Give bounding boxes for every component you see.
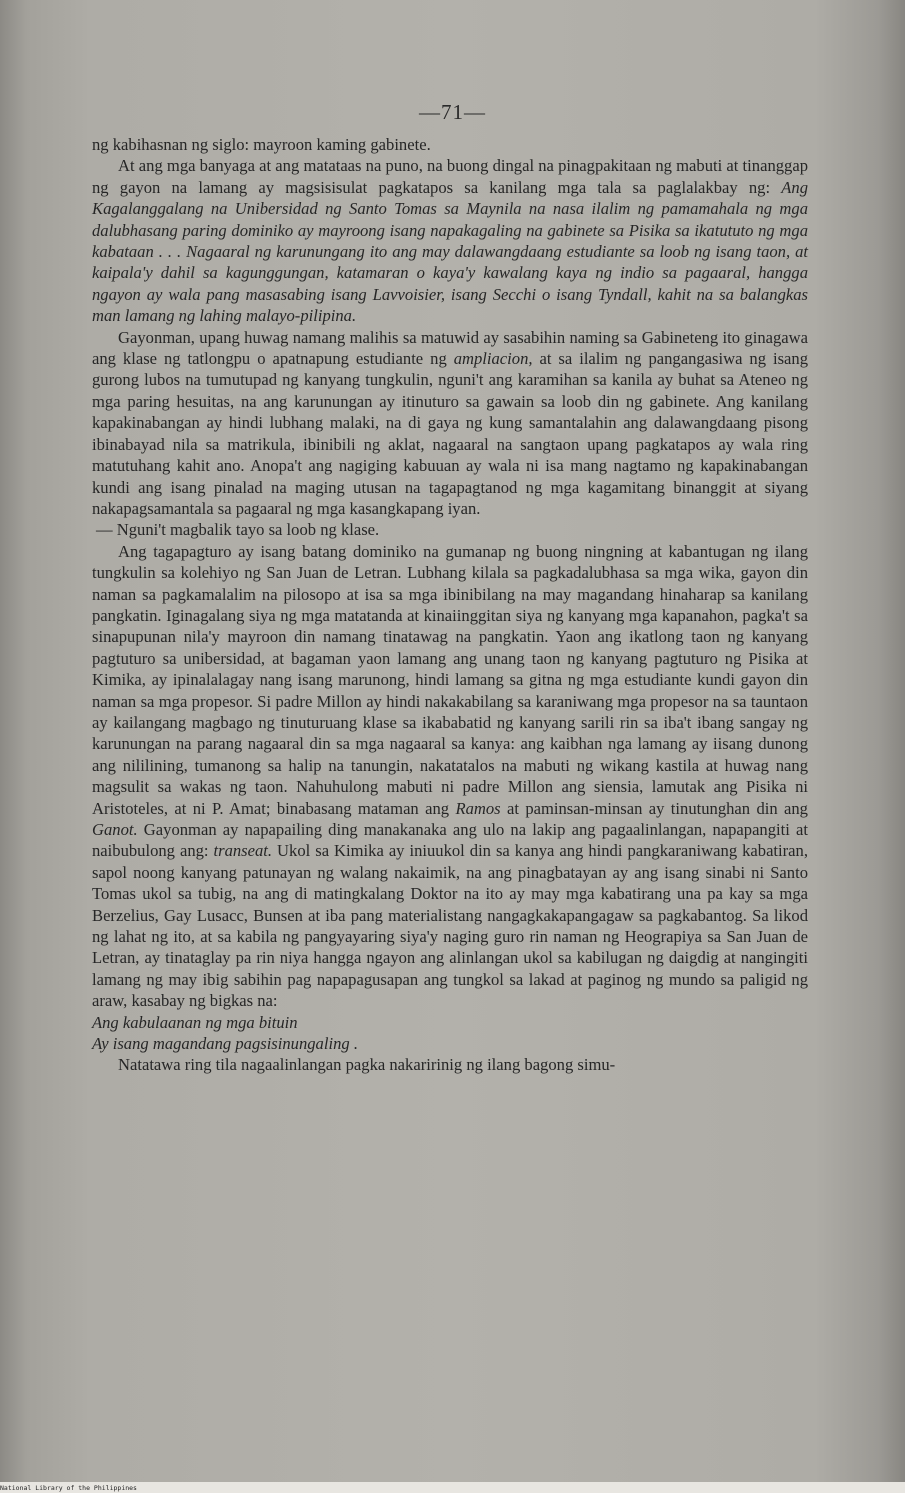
text-run: at sa ilalim ng pangangasiwa ng isang gurong lubos na tumutupad ng kanyang tungkulin, nguni't ang karamihan sa kanila ay buhat sa Ateneo ng mga paring hesuitas, na ang karunungan ay itinuturo sa gawain sa loob din ng gabinete. Ang kanilang kapakinabangan ay hindi lubhang malaki, na di gaya ng kung samantalahin ang dalawangdaang pisong ibinabayad nila sa matrikula, ibinibili ng aklat, nagaaral na sangtaon upang pagkatapos ay wala ring matutuhang kahit ano. Anopa't ang nagiging kabuuan ay wala ni isa mang nagtamo ng kapakinabangan kundi ang isang pinalad na maging utusan na tagapagtanod ng mga kagamitang binanggit at siyang nakapagsamantala sa pagaaral ng mga kasangkapang iyan.	[92, 349, 808, 518]
verse-line-2: Ay isang magandang pagsisinungaling .	[92, 1034, 358, 1054]
italic-text: ampliacion,	[453, 349, 533, 369]
text-run: Ukol sa Kimika ay iniuukol din sa kanya ang hindi pangkaraniwang kabatiran, sapol noong kanyang patunayan ng walang nakaimik, na ang pinagbatayan ay ang isang sinabi ni Santo Tomas ukol sa tubig, na ang di matingkalang Doktor na ito ay may mga kabatirang una pa kay sa mga Berzelius, Gay Lusacc, Bunsen at iba pang materialistang nangagkakapangagaw sa pagkabantog. Sa likod ng lahat ng ito, at sa kabila ng pangyayaring siya'y naging guro rin naman ng Heograpiya sa San Juan de Letran, ay tinataglay pa rin niya hangga ngayon ang alinlangan ukol sa kabilugan ng daigdig at nangingiti lamang ng may ibig sabihin pag napapagusapan ang tungkol sa lakad at paginog ng mundo sa paligid ng araw, kasabay ng bigkas na:	[92, 841, 808, 1011]
italic-text: Ganot.	[92, 820, 138, 839]
text-run: ng kabihasnan ng siglo: mayroon kaming gabinete.	[92, 135, 431, 154]
paragraph	[92, 519, 808, 540]
page-number: —71—	[419, 100, 486, 124]
italic-text: transeat.	[213, 841, 273, 861]
paragraph	[92, 327, 808, 520]
text-run: Ang tagapagturo ay isang batang dominiko na gumanap ng buong ningning at kabantugan ng ilang tungkulin sa kolehiyo ng San Juan de Letran. Lubhang kilala sa pagkadalubhasa sa mga wika, gayon din naman sa pagkamalalim na pilosopo at isa sa mga ibinibilang na may magandang hinaharap sa kanilang pangkatin. Iginagalang siya ng mga matatanda at kinaiinggitan siya ng kanyang mga kapanahon, pagka't sa sinapupunan nila'y mayroon din namang tinatawag na pangkatin. Yaon ang ikatlong taon ng kanyang pagtuturo sa unibersidad, at bagaman yaon lamang ang unang taon ng kanyang pagtuturo ng Pisika at Kimika, ay ipinalalagay nang isang marunong, hindi lamang sa gitna ng mga estudiante kundi gayon din naman sa mga propesor. Si padre Millon ay hindi nakakabilang sa karaniwang mga propesor na sa tauntaon ay kailangang magbago ng tinuturuang klase sa ikababatid ng kanyang sarili rin sa iba't ibang sangay ng karunungan na parang nagaaral din sa mga nagaaral sa kanya: ang kaibhan nga lamang ay iisang dunong ang nililining, tumanong sa halip na tanungin, nakatatalos na mabuti ng wikang kastila at huwag nang magsulit sa wakas ng taon. Nahuhulong mabuti ni padre Millon ang siensia, lamutak ang Pisika ni Aristoteles, at ni P. Amat; binabasang mataman ang	[92, 541, 808, 818]
paragraphs	[92, 134, 808, 1012]
text-run: At ang mga banyaga at ang matataas na puno, na buong dingal na pinagpakitaan ng mabuti at tinanggap ng gayon na lamang ay magsisisulat pagkatapos sa kanilang mga tala sa paglalakbay ng:	[92, 156, 808, 197]
paragraph	[92, 134, 808, 155]
italic-text: Ang Kagalanggalang na Unibersidad ng Santo Tomas sa Maynila na nasa ilalim ng pamamahala ng mga dalubhasang paring dominiko ay mayroong isang napakagaling na gabinete sa Pisika sa ikatututo ng mga kabataan . . . Nagaaral ng karunungang ito ang may dalawangdaang estudiante sa loob ng isang taon, at kaipala'y dahil sa kagunggungan, katamaran o kaya'y kawalang kaya ng indio sa pagaaral, hangga ngayon ay wala pang masasabing isang Lavvoisier, isang Secchi o isang Tyndall, kahit na sa balangkas man lamang ng lahing malayo-pilipina.	[92, 177, 808, 326]
text-run: Gayonman ay napapailing ding manakanaka ang ulo na lakip ang pagaalinlangan, napapangiti at naibubulong ang:	[92, 820, 808, 861]
text-run: Gayonman, upang huwag namang malihis sa matuwid ay sasabihin naming sa Gabineteng ito ginagawa ang klase ng tatlongpu o apatnapung estudiante ng	[92, 327, 808, 369]
paragraph	[92, 155, 808, 326]
text-run: — Nguni't magbalik tayo sa loob ng klase.	[96, 520, 380, 540]
verse-line-1: Ang kabulaanan ng mga bituin	[92, 1012, 298, 1032]
page-body-text	[92, 134, 808, 1076]
closing-line: Natatawa ring tila nagaalinlangan pagka nakaririnig ng ilang bagong simu-	[118, 1055, 616, 1075]
italic-text: Ramos	[455, 798, 501, 818]
text-run: at paminsan-minsan ay tinutunghan din ang	[500, 798, 808, 818]
library-footer: National Library of the Philippines	[0, 1484, 137, 1492]
paragraph	[92, 541, 808, 1012]
